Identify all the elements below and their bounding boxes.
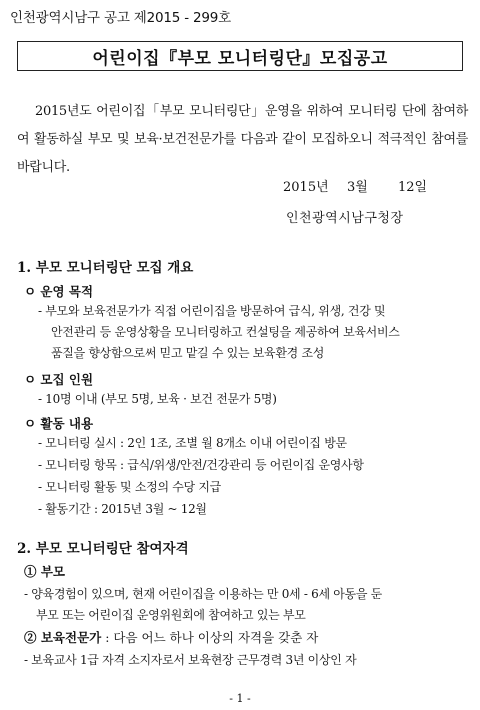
date-year: 2015년 — [283, 180, 329, 195]
signature: 인천광역시남구청장 — [286, 211, 404, 226]
page-number: - 1 - — [229, 692, 251, 705]
recruit-line-1: - 10명 이내 (부모 5명, 보육 · 보건 전문가 5명) — [38, 392, 277, 406]
experts-heading: ② 보육전문가 — [24, 630, 102, 645]
activity-line-2: - 모니터링 항목 : 급식/위생/안전/건강관리 등 어린이집 운영사항 — [38, 458, 364, 472]
section-2-heading: 2. 부모 모니터링단 참여자격 — [17, 541, 189, 557]
intro-line-2: 단에 참여하여 활동하실 부모 및 보육·보건전문가를 다음과 같이 — [17, 104, 468, 147]
notice-number: 인천광역시남구 공고 제2015 - 299호 — [10, 10, 232, 26]
activity-heading: ㅇ 활동 내용 — [24, 416, 94, 431]
purpose-line-1: - 부모와 보육전문가가 직접 어린이집을 방문하여 급식, 위생, 건강 및 — [38, 304, 386, 318]
intro-paragraph — [17, 98, 468, 182]
intro-line-3: 모집하오니 적극적인 참여를 바랍니다. — [17, 132, 469, 175]
date-month: 3월 — [347, 180, 368, 195]
experts-line-1: - 보육교사 1급 자격 소지자로서 보육현장 근무경력 3년 이상인 자 — [24, 653, 357, 667]
section-1-heading: 1. 부모 모니터링단 모집 개요 — [17, 260, 194, 276]
activity-line-4: - 활동기간 : 2015년 3월 ~ 12월 — [38, 502, 207, 516]
purpose-line-3: 품질을 향상함으로써 믿고 맡길 수 있는 보육환경 조성 — [51, 346, 325, 360]
parents-line-1: - 양육경험이 있으며, 현재 어린이집을 이용하는 만 0세 - 6세 아동을 둔 — [24, 587, 382, 601]
recruit-heading: ㅇ 모집 인원 — [24, 372, 94, 387]
experts-heading-row — [24, 628, 318, 646]
intro-line-1: 2015년도 어린이집「부모 모니터링단」운영을 위하여 모니터링 — [35, 104, 398, 119]
parents-line-2: 부모 또는 어린이집 운영위원회에 참여하고 있는 부모 — [36, 608, 306, 622]
date-day: 12일 — [398, 180, 428, 195]
activity-line-1: - 모니터링 실시 : 2인 1조, 조별 월 8개소 이내 어린이집 방문 — [38, 436, 347, 450]
experts-heading-rest: : 다음 어느 하나 이상의 자격을 갖춘 자 — [101, 630, 319, 645]
purpose-line-2: 안전관리 등 운영상황을 모니터링하고 컨설팅을 제공하여 보육서비스 — [51, 325, 400, 339]
activity-line-3: - 모니터링 활동 및 소정의 수당 지급 — [38, 480, 221, 494]
document-title: 어린이집『부모 모니터링단』모집공고 — [92, 48, 388, 69]
purpose-heading: ㅇ 운영 목적 — [24, 284, 94, 299]
title-box — [17, 41, 463, 71]
parents-heading: ① 부모 — [24, 564, 66, 579]
